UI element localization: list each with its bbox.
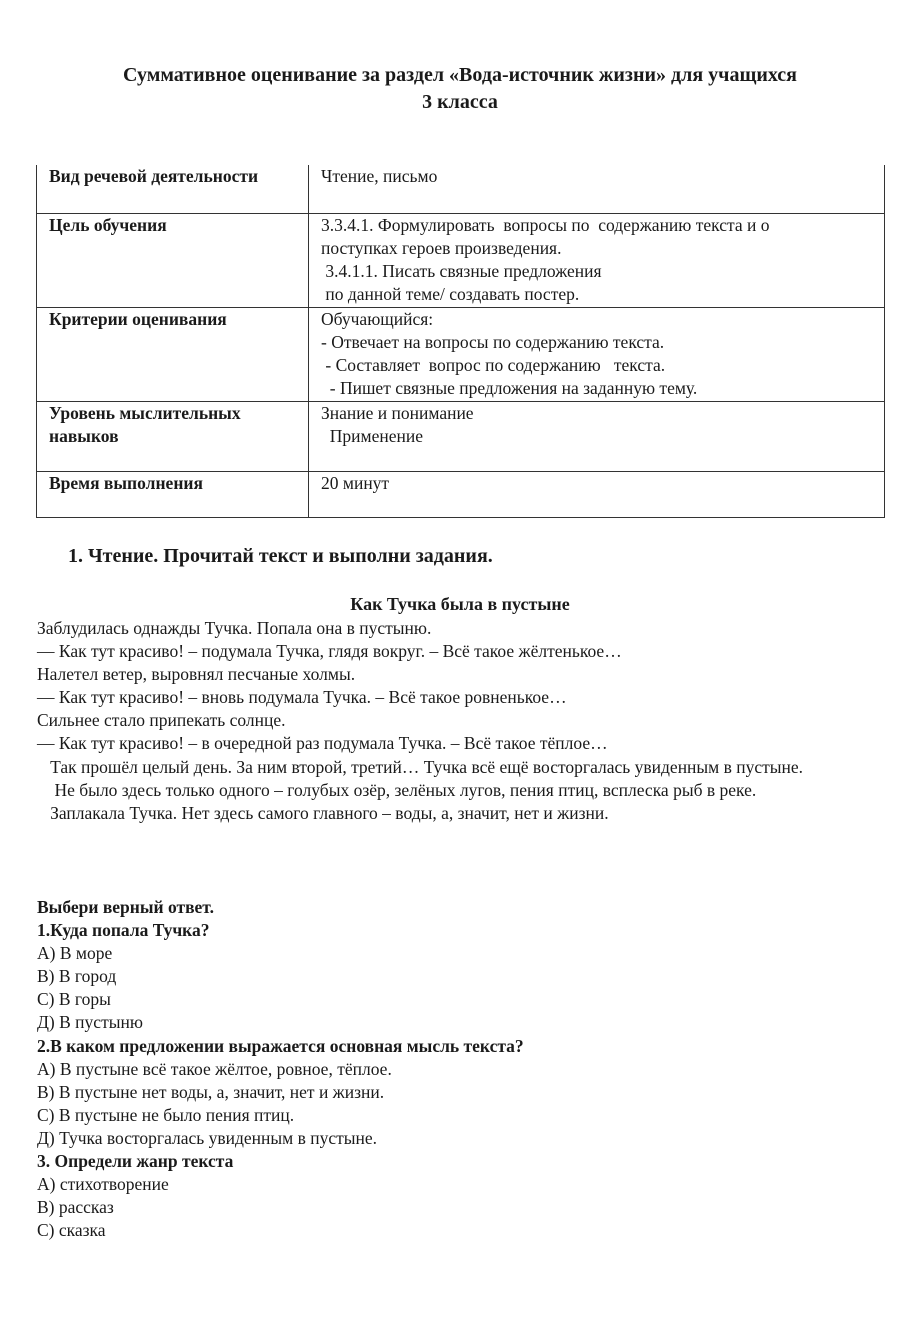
table-key-cell — [37, 213, 309, 307]
table-key-text: навыков — [49, 425, 119, 446]
table-value-text: Знание и понимание — [321, 402, 474, 423]
table-value-text: 20 минут — [321, 472, 390, 493]
table-value-cell — [309, 401, 885, 471]
table-value-text: - Составляет вопрос по содержанию текста. — [321, 354, 666, 375]
quiz — [37, 896, 887, 1242]
story-paragraph: Налетел ветер, выровнял песчаные холмы. — [37, 664, 356, 685]
table-value-cell — [309, 213, 885, 307]
answer-option: В) рассказ — [37, 1197, 114, 1218]
question-3: 3. Определи жанр текста — [37, 1151, 234, 1172]
assessment-info-table — [36, 165, 885, 518]
answer-option: В) В пустыне нет воды, а, значит, нет и жизни. — [37, 1081, 385, 1102]
question-2: 2.В каком предложении выражается основная мысль текста? — [37, 1035, 524, 1056]
table-value-text: поступках героев произведения. — [321, 237, 562, 258]
answer-option: С) сказка — [37, 1220, 106, 1241]
table-value-cell — [309, 471, 885, 517]
table-value-text: 3.4.1.1. Писать связные предложения — [321, 260, 602, 281]
table-value-text: Чтение, письмо — [321, 166, 438, 186]
story-paragraph: Не было здесь только одного – голубых озёр, зелёных лугов, пения птиц, всплеска рыб в реке. — [37, 779, 757, 800]
table-key-text: Уровень мыслительных — [49, 402, 241, 423]
table-key-text: Время выполнения — [49, 472, 203, 493]
story-title: Как Тучка была в пустыне — [350, 594, 570, 614]
document-title-line-2: 3 класса — [422, 91, 498, 113]
answer-option: А) В пустыне всё такое жёлтое, ровное, тёплое. — [37, 1058, 392, 1079]
story-paragraph: — Как тут красиво! – вновь подумала Тучка. – Всё такое ровненькое… — [37, 687, 567, 708]
story-paragraph: Заплакала Тучка. Нет здесь самого главного – воды, а, значит, нет и жизни. — [37, 802, 609, 823]
story-text — [37, 617, 887, 825]
section-heading: 1. Чтение. Прочитай текст и выполни задания. — [68, 545, 493, 567]
table-value-text: - Пишет связные предложения на заданную тему. — [321, 377, 698, 398]
story-paragraph: — Как тут красиво! – в очередной раз подумала Тучка. – Всё такое тёплое… — [37, 733, 608, 754]
story-paragraph: Заблудилась однажды Тучка. Попала она в пустыню. — [37, 618, 432, 638]
table-key-cell — [37, 471, 309, 517]
question-1: 1.Куда попала Тучка? — [37, 920, 210, 941]
table-key-text: Вид речевой деятельности — [49, 166, 259, 186]
story-paragraph: Сильнее стало припекать солнце. — [37, 710, 286, 731]
table-row — [37, 307, 885, 401]
table-value-text: - Отвечает на вопросы по содержанию текста. — [321, 331, 665, 352]
answer-option: А) В море — [37, 943, 113, 964]
answer-option: А) стихотворение — [37, 1174, 169, 1195]
table-value-text: Применение — [321, 425, 423, 446]
answer-option: В) В город — [37, 966, 117, 987]
document-title — [30, 62, 890, 116]
quiz-instruction: Выбери верный ответ. — [37, 897, 214, 917]
answer-option: Д) В пустыню — [37, 1012, 143, 1033]
document-title-line-1: Суммативное оценивание за раздел «Вода-источник жизни» для учащихся — [123, 64, 797, 86]
table-row — [37, 165, 885, 213]
table-value-cell — [309, 165, 885, 213]
table-value-cell — [309, 307, 885, 401]
answer-option: С) В горы — [37, 989, 111, 1010]
table-value-text: Обучающийся: — [321, 308, 434, 329]
answer-option: Д) Тучка восторгалась увиденным в пустыне. — [37, 1127, 378, 1148]
story-paragraph: — Как тут красиво! – подумала Тучка, глядя вокруг. – Всё такое жёлтенькое… — [37, 641, 622, 662]
table-value-text: по данной теме/ создавать постер. — [321, 283, 580, 304]
table-value-text: 3.3.4.1. Формулировать вопросы по содержанию текста и о — [321, 214, 770, 235]
table-row — [37, 471, 885, 517]
table-key-text: Критерии оценивания — [49, 308, 227, 329]
table-row — [37, 213, 885, 307]
table-key-cell — [37, 307, 309, 401]
answer-option: С) В пустыне не было пения птиц. — [37, 1104, 295, 1125]
story-paragraph: Так прошёл целый день. За ним второй, третий… Тучка всё ещё восторгалась увиденным в пустыне. — [37, 756, 804, 777]
table-key-cell — [37, 401, 309, 471]
table-key-text: Цель обучения — [49, 214, 167, 235]
table-row — [37, 401, 885, 471]
table-key-cell — [37, 165, 309, 213]
